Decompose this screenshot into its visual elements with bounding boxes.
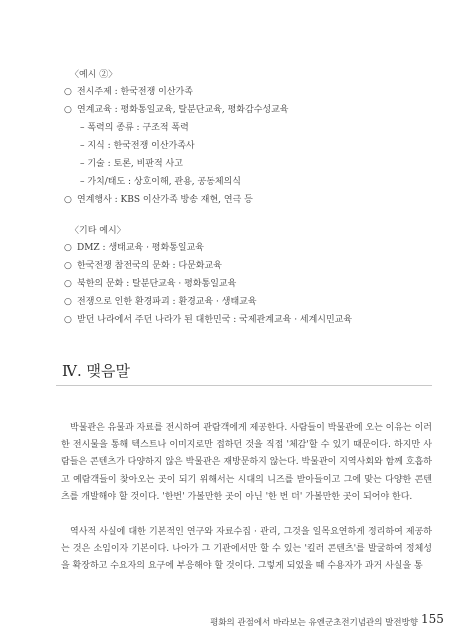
example-2-label: 〈예시 ②〉 [70, 70, 118, 80]
sub-item: – 가치/태도 : 상호이해, 관용, 공동체의식 [80, 177, 242, 187]
running-footer-title: 평화의 관점에서 바라보는 유엔군초전기념관의 발전방향 [210, 618, 418, 628]
list-item [64, 192, 253, 205]
sub-item: – 지식 : 한국전쟁 이산가족사 [80, 141, 195, 151]
section-heading: Ⅳ. 맺음말 [62, 362, 130, 380]
list-item [64, 276, 236, 289]
list-item [64, 258, 222, 271]
section-divider [56, 385, 432, 386]
page-number: 155 [421, 612, 444, 626]
list-item-text: 전시주제 : 한국전쟁 이산가족 [77, 87, 193, 97]
list-item-text: 전쟁으로 인한 환경파괴 : 환경교육 · 생태교육 [77, 297, 257, 307]
circle-bullet-icon: ○ [64, 261, 72, 271]
list-item-text: 한국전쟁 참전국의 문화 : 다문화교육 [77, 261, 222, 271]
circle-bullet-icon: ○ [64, 315, 72, 325]
list-item-text: 연계교육 : 평화통일교육, 탈분단교육, 평화감수성교육 [77, 105, 289, 115]
body-paragraph: 박물관은 유물과 자료를 전시하여 관람객에게 제공한다. 사람들이 박물관에 오는 이유는 이러한 전시물을 통해 텍스트나 이미지로만 접하던 것을 직접 '체감'할 수 있기 때문이다. 하지만 사람들은 콘텐츠가 다양하지 않은 박물관은 재방문하지 않는다. 박물관이 지역사회와 함께 호흡하고 예람객들이 찾아오는 곳이 되기 위해서는 시대의 니즈를 받아들이고 그에 맞는 다양한 콘텐츠를 개발해야 할 것이다. '한번' 가볼만한 곳이 아닌 '한 번 더' 가볼만한 곳이 되어야 한다. [61, 423, 432, 502]
other-examples-label: 〈기타 예시〉 [70, 226, 126, 236]
list-item [64, 294, 257, 307]
list-item-text: 연계행사 : KBS 이산가족 방송 재현, 연극 등 [77, 195, 253, 205]
body-paragraph: 역사적 사실에 대한 기본적인 연구와 자료수집 · 관리, 그것을 일목요연하게 정리하여 제공하는 것은 소임이자 기본이다. 나아가 그 기관에서만 할 수 있는 '킬러 콘텐츠'를 발굴하여 정체성을 확장하고 수요자의 요구에 부응해야 할 것이다. 그렇게 되었을 때 수용자가 과거 사실을 통 [61, 527, 432, 572]
list-item [64, 84, 193, 97]
list-item-text: 북한의 문화 : 탈분단교육 · 평화통일교육 [77, 279, 237, 289]
circle-bullet-icon: ○ [64, 279, 72, 289]
list-item-text: DMZ : 생태교육 · 평화통일교육 [77, 243, 204, 253]
circle-bullet-icon: ○ [64, 87, 72, 97]
circle-bullet-icon: ○ [64, 105, 72, 115]
list-item [64, 312, 352, 325]
list-item-text: 받던 나라에서 주던 나라가 된 대한민국 : 국제관계교육 · 세계시민교육 [77, 315, 353, 325]
list-item [64, 240, 204, 253]
circle-bullet-icon: ○ [64, 297, 72, 307]
list-item [64, 102, 288, 115]
circle-bullet-icon: ○ [64, 195, 72, 205]
sub-item: – 폭력의 종류 : 구조적 폭력 [80, 123, 189, 133]
circle-bullet-icon: ○ [64, 243, 72, 253]
sub-item: – 기술 : 토론, 비판적 사고 [80, 159, 183, 169]
